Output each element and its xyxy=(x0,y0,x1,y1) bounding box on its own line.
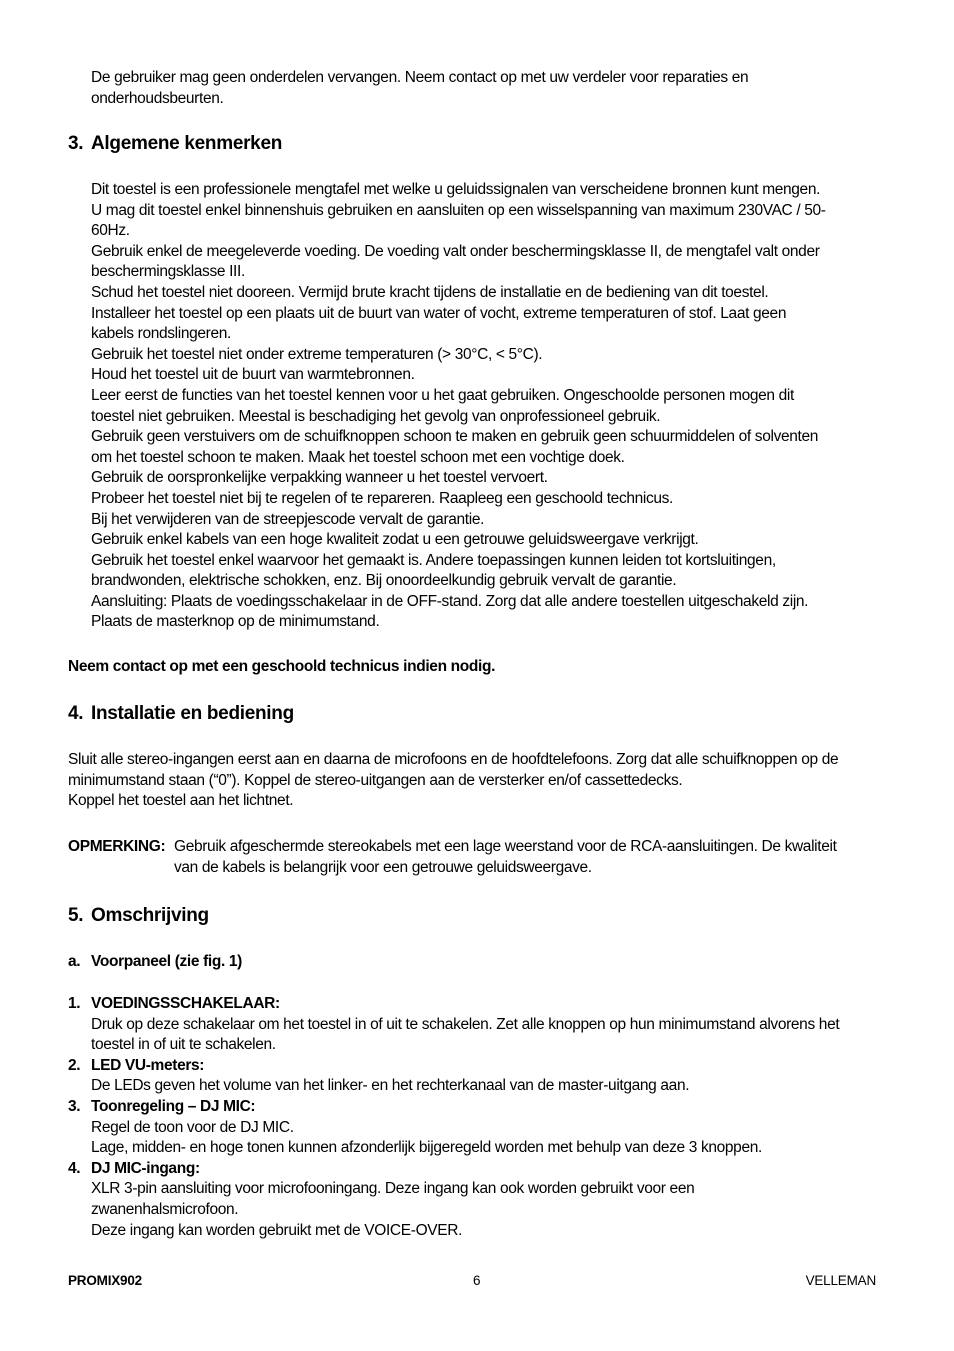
feature-item xyxy=(68,994,898,1056)
feature-item-description: Regel de toon voor de DJ MIC. xyxy=(91,1118,294,1136)
section-number: 5. xyxy=(68,905,84,926)
body-line: Leer eerst de functies van het toestel kennen voor u het gaat gebruiken. Ongeschoolde personen mogen dit xyxy=(91,386,794,404)
body-line: beschermingsklasse III. xyxy=(91,263,245,281)
body-line: Koppel het toestel aan het lichtnet. xyxy=(68,792,294,810)
footer-model: PROMIX902 xyxy=(68,1273,142,1288)
section-title: Installatie en bediening xyxy=(91,703,294,724)
note-label: OPMERKING: xyxy=(68,838,166,855)
body-line: Installeer het toestel op een plaats uit de buurt van water of vocht, extreme temperaturen of stof. Laat geen xyxy=(91,304,787,322)
body-line: toestel niet gebruiken. Meestal is beschadiging het gevolg van onprofessioneel gebruik. xyxy=(91,407,661,425)
body-line: Sluit alle stereo-ingangen eerst aan en daarna de microfoons en de hoofdtelefoons. Zorg dat alle schuifknoppen op de xyxy=(68,751,839,768)
body-line: Gebruik het toestel niet onder extreme temperaturen (> 30°C, < 5°C). xyxy=(91,345,543,363)
section-number: 3. xyxy=(68,133,84,154)
subsection-heading xyxy=(68,952,242,973)
section-4-heading xyxy=(68,703,294,725)
feature-item-label: VOEDINGSSCHAKELAAR: xyxy=(91,995,280,1012)
section-3-heading xyxy=(68,133,282,155)
feature-item-label: Toonregeling – DJ MIC: xyxy=(91,1097,256,1115)
body-line: brandwonden, elektrische schokken, enz. Bij onoordeelkundig gebruik vervalt de garantie. xyxy=(91,572,677,590)
feature-item-description: zwanenhalsmicrofoon. xyxy=(91,1200,239,1218)
body-line: kabels rondslingeren. xyxy=(91,325,231,343)
section-3-body xyxy=(91,180,891,633)
subsection-title: Voorpaneel (zie fig. 1) xyxy=(91,953,242,970)
feature-item-description: toestel in of uit te schakelen. xyxy=(91,1036,276,1054)
feature-item xyxy=(68,1159,898,1241)
feature-item-number: 1. xyxy=(68,995,81,1012)
note-line: Gebruik afgeschermde stereokabels met een lage weerstand voor de RCA-aansluitingen. De kwaliteit xyxy=(174,838,837,855)
footer-page-number: 6 xyxy=(473,1273,481,1288)
body-line: Probeer het toestel niet bij te regelen of te repareren. Raapleeg een geschoold technicus. xyxy=(91,489,674,507)
section-title: Omschrijving xyxy=(91,905,209,926)
feature-item-label: LED VU-meters: xyxy=(91,1056,205,1074)
body-line: Aansluiting: Plaats de voedingsschakelaar in de OFF-stand. Zorg dat alle andere toestellen uitgeschakeld zijn. xyxy=(91,592,809,610)
body-line: minimumstand staan (“0”). Koppel de stereo-uitgangen aan de versterker en/of cassettedecks. xyxy=(68,771,683,789)
notice-text: Neem contact op met een geschoold technicus indien nodig. xyxy=(68,658,496,675)
intro-line: onderhoudsbeurten. xyxy=(91,89,224,107)
body-line: Houd het toestel uit de buurt van warmtebronnen. xyxy=(91,366,415,384)
feature-item-title xyxy=(68,1056,898,1077)
body-line: 60Hz. xyxy=(91,222,130,240)
body-line: Dit toestel is een professionele mengtafel met welke u geluidssignalen van verscheidene bronnen kunt mengen. xyxy=(91,181,821,198)
intro-line: De gebruiker mag geen onderdelen vervangen. Neem contact op met uw verdeler voor reparaties en xyxy=(91,69,749,86)
feature-item-description: XLR 3-pin aansluiting voor microfooningang. Deze ingang kan ook worden gebruikt voor een xyxy=(91,1180,695,1198)
feature-item-title xyxy=(68,1159,898,1180)
body-line: Bij het verwijderen van de streepjescode vervalt de garantie. xyxy=(91,510,485,528)
feature-item-label: DJ MIC-ingang: xyxy=(91,1159,200,1177)
body-line: Gebruik het toestel enkel waarvoor het gemaakt is. Andere toepassingen kunnen leiden tot kortsluitingen, xyxy=(91,551,776,569)
feature-item-description: Deze ingang kan worden gebruikt met de VOICE-OVER. xyxy=(91,1221,463,1239)
section-number: 4. xyxy=(68,703,84,724)
feature-item-number: 2. xyxy=(68,1056,81,1074)
body-line: Plaats de masterknop op de minimumstand. xyxy=(91,613,380,631)
note-line: van de kabels is belangrijk voor een getrouwe geluidsweergave. xyxy=(174,859,592,876)
feature-item-description: Druk op deze schakelaar om het toestel in of uit te schakelen. Zet alle knoppen op hun minimumstand alvorens het xyxy=(91,1015,840,1033)
body-line: om het toestel schoon te maken. Maak het toestel schoon met een vochtige doek. xyxy=(91,448,625,466)
feature-item-number: 3. xyxy=(68,1097,81,1115)
feature-item-number: 4. xyxy=(68,1159,81,1177)
body-line: Gebruik enkel de meegeleverde voeding. De voeding valt onder beschermingsklasse II, de mengtafel valt onder xyxy=(91,242,820,260)
footer-brand: VELLEMAN xyxy=(805,1273,876,1288)
intro-paragraph xyxy=(91,68,891,109)
feature-item-title xyxy=(68,1097,898,1118)
feature-item-description: Lage, midden- en hoge tonen kunnen afzonderlijk bijgeregeld worden met behulp van deze 3 knoppen. xyxy=(91,1139,762,1157)
feature-list xyxy=(68,994,898,1241)
section-4-body xyxy=(68,750,898,812)
feature-item xyxy=(68,1056,898,1097)
body-line: Schud het toestel niet dooreen. Vermijd brute kracht tijdens de installatie en de bediening van dit toestel. xyxy=(91,283,769,301)
feature-item xyxy=(68,1097,898,1159)
feature-item-title xyxy=(68,994,898,1015)
feature-item-description: De LEDs geven het volume van het linker- en het rechterkanaal van de master-uitgang aan. xyxy=(91,1077,690,1095)
body-line: Gebruik geen verstuivers om de schuifknoppen schoon te maken en gebruik geen schuurmiddelen of solventen xyxy=(91,428,819,446)
body-line: Gebruik de oorspronkelijke verpakking wanneer u het toestel vervoert. xyxy=(91,469,548,487)
body-line: U mag dit toestel enkel binnenshuis gebruiken en aansluiten op een wisselspanning van maximum 230VAC / 50- xyxy=(91,201,826,219)
section-title: Algemene kenmerken xyxy=(91,133,283,154)
body-line: Gebruik enkel kabels van een hoge kwaliteit zodat u een getrouwe geluidsweergave verkrijgt. xyxy=(91,531,699,549)
subsection-number: a. xyxy=(68,953,81,970)
section-5-heading xyxy=(68,905,209,927)
